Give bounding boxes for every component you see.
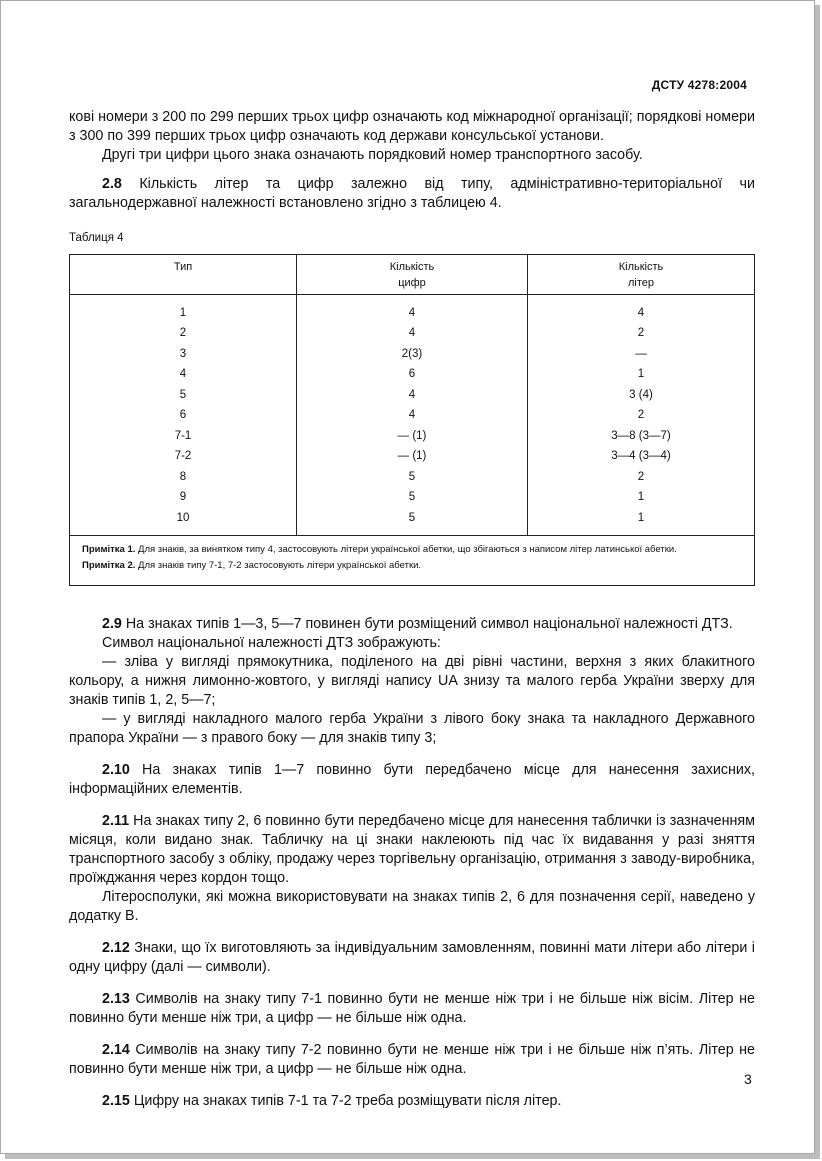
- table-notes: [70, 535, 755, 585]
- table-row: 4 6 1: [70, 365, 755, 386]
- table-row: 8 5 2: [70, 467, 755, 488]
- clause-2-9-line: — у вигляді накладного малого герба України з лівого боку знака та накладного Державного прапора України — з правого боку — для знаків типу 3;: [69, 710, 755, 746]
- clause-2-10: 2.10 На знаках типів 1—7 повинно бути передбачено місце для нанесення захисних, інформаційних елементів.: [69, 761, 755, 797]
- clause-2-12: 2.12 Знаки, що їх виготовляють за індивідуальним замовленням, повинні мати літери або літери і одну цифру (далі — символи).: [69, 939, 755, 975]
- table-notes-row: [70, 535, 755, 585]
- table-row: 1 4 4: [70, 295, 755, 324]
- paragraph-continuation: кові номери з 200 по 299 перших трьох цифр означають код міжнародної організації; порядкові номери з 300 по 399 перших трьох цифр означають код держави консульської установи.: [69, 109, 755, 144]
- table-caption: Таблиця 4: [69, 232, 124, 244]
- clause-2-11-extra: Літеросполуки, які можна використовувати на знаках типів 2, 6 для позначення серії, наведено у додатку В.: [69, 888, 755, 924]
- table-row: 3 2(3) —: [70, 344, 755, 365]
- table-row: 2 4 2: [70, 324, 755, 345]
- paragraph-second-digits: Другі три цифри цього знака означають порядковий номер транспортного засобу.: [102, 147, 643, 163]
- header-type: Тип: [70, 255, 297, 295]
- document-code-header: ДСТУ 4278:2004: [651, 78, 747, 92]
- clause-2-9-line: — зліва у вигляді прямокутника, поділеного на дві рівні частини, верхня з яких блакитного кольору, а нижня лимонно-жовтого, у вигляді напису UA знизу та малого герба України зверху для знаків типів 1, 2, 5—7;: [69, 653, 755, 708]
- header-digits: Кількість цифр: [297, 255, 528, 295]
- clause-text: Кількість літер та цифр залежно від типу, адміністративно-територіальної чи загальнодержавної належності встановлено згідно з таблицею 4.: [69, 176, 755, 211]
- clause-2-9: 2.9 На знаках типів 1—3, 5—7 повинен бути розміщений символ національної належності ДТЗ.: [102, 615, 733, 632]
- clause-2-8: [69, 175, 755, 213]
- clause-2-13: 2.13 Символів на знаку типу 7-1 повинно бути не менше ніж три і не більше ніж вісім. Літер не повинно бути менше ніж три, а цифр — не більше ніж одна.: [69, 990, 755, 1026]
- clause-2-14: 2.14 Символів на знаку типу 7-2 повинно бути не менше ніж три і не більше ніж п’ять. Літер не повинно бути менше ніж три, а цифр — не більше ніж одна.: [69, 1041, 755, 1077]
- clause-number: 2.8: [102, 176, 122, 192]
- note-1: Примітка 1. Для знаків, за винятком типу 4, застосовують літери української абетки, що збігаються з написом літер латинської абетки.: [82, 543, 677, 555]
- table-4: [69, 254, 755, 586]
- table-header-row: [70, 255, 755, 295]
- table-row: 10 5 1: [70, 508, 755, 535]
- clause-2-11: 2.11 На знаках типу 2, 6 повинно бути передбачено місце для нанесення таблички із зазначенням місяця, коли видано знак. Табличку на ці знаки наклеюють під час їх видавання у разі зняття транспортного засобу з обліку, продажу через торгівельну організацію, отримання з заводу-виробника, проїжджання через кордон тощо.: [69, 812, 755, 886]
- header-letters: Кількість літер: [528, 255, 755, 295]
- table-row: 5 4 3 (4): [70, 385, 755, 406]
- table-row: 6 4 2: [70, 406, 755, 427]
- table-row: 7-1 — (1) 3—8 (3—7): [70, 426, 755, 447]
- note-2: Примітка 2. Для знаків типу 7-1, 7-2 застосовують літери української абетки.: [82, 559, 422, 571]
- clause-2-9-line: Символ національної належності ДТЗ зображують:: [102, 634, 441, 651]
- table-row: 7-2 — (1) 3—4 (3—4): [70, 447, 755, 468]
- clause-2-15: 2.15 Цифру на знаках типів 7-1 та 7-2 треба розміщувати після літер.: [102, 1092, 562, 1109]
- table-row: 9 5 1: [70, 488, 755, 509]
- page-number: 3: [744, 1071, 752, 1087]
- document-body: [69, 108, 755, 1111]
